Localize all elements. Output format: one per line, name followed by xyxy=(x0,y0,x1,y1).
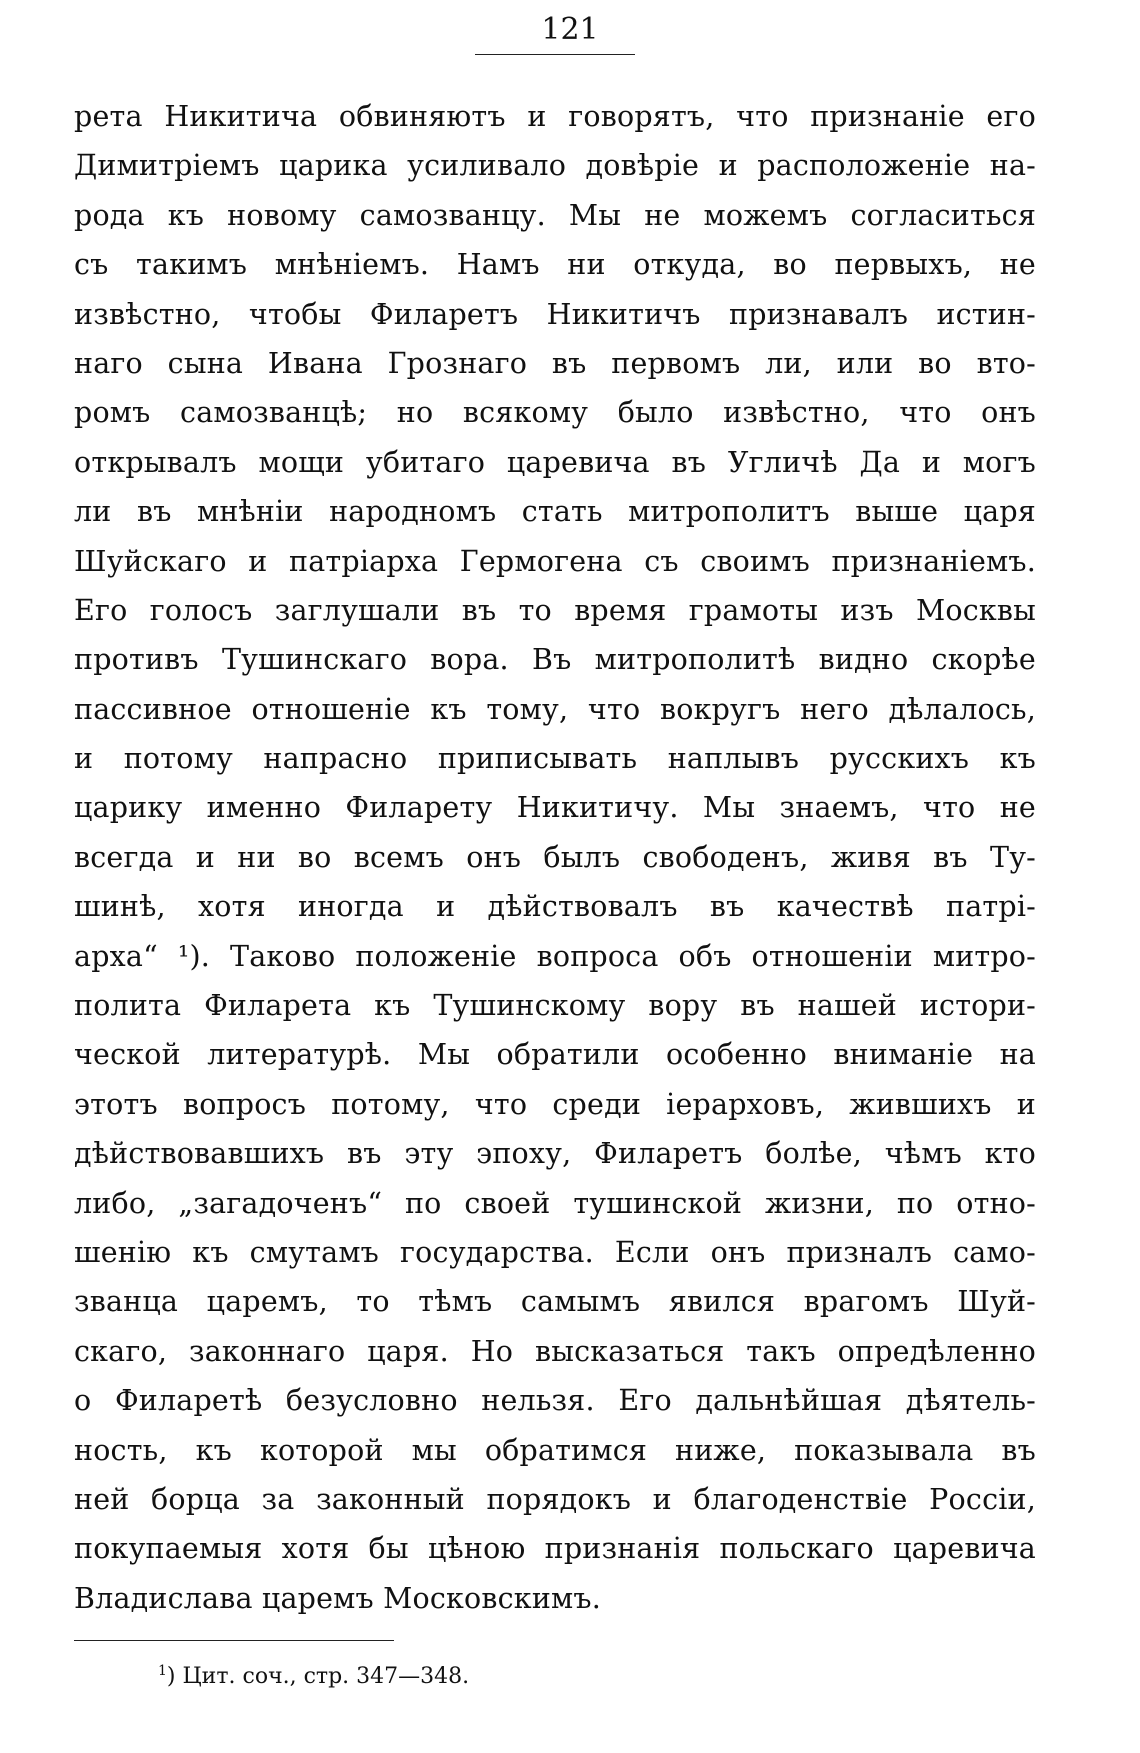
text-line: ческой литературѣ. Мы обратили особенно вниманіе на xyxy=(74,1038,1036,1072)
text-line: извѣстно, чтобы Филаретъ Никитичъ признавалъ истин- xyxy=(74,297,1036,331)
text-line: пассивное отношеніе къ тому, что вокругъ него дѣлалось, xyxy=(74,692,1036,726)
text-line: ность, къ которой мы обратимся ниже, показывала въ xyxy=(74,1433,1036,1467)
page-number: 121 xyxy=(541,12,599,47)
text-line: противъ Тушинскаго вора. Въ митрополитѣ видно скорѣе xyxy=(74,643,1036,677)
text-line: открывалъ мощи убитаго царевича въ Угличѣ Да и могъ xyxy=(74,445,1036,479)
header-rule xyxy=(475,54,635,55)
text-line: шинѣ, хотя иногда и дѣйствовалъ въ качествѣ патрі- xyxy=(74,890,1036,924)
text-line: Его голосъ заглушали въ то время грамоты изъ Москвы xyxy=(74,593,1036,627)
footnote-text: ) Цит. соч., стр. 347—348. xyxy=(166,1664,470,1689)
text-line: арха“ ¹). Таково положеніе вопроса объ отношеніи митро- xyxy=(74,939,1036,973)
text-line: либо, „загадоченъ“ по своей тушинской жизни, по отно- xyxy=(74,1186,1036,1220)
text-line: и потому напрасно приписывать наплывъ русскихъ къ xyxy=(74,742,1036,776)
body-text xyxy=(74,92,1036,1623)
text-line: званца царемъ, то тѣмъ самымъ явился врагомъ Шуй- xyxy=(74,1285,1036,1319)
text-line: полита Филарета къ Тушинскому вору въ нашей истори- xyxy=(74,989,1036,1023)
footnote-marker: 1 xyxy=(158,1663,167,1679)
text-line: покупаемыя хотя бы цѣною признанія польскаго царевича xyxy=(74,1532,1036,1566)
text-line: этотъ вопросъ потому, что среди іерарховъ, жившихъ и xyxy=(74,1087,1036,1121)
text-line: рода къ новому самозванцу. Мы не можемъ согласиться xyxy=(74,198,1036,232)
text-line: о Филаретѣ безусловно нельзя. Его дальнѣйшая дѣятель- xyxy=(74,1384,1036,1418)
text-line: всегда и ни во всемъ онъ былъ свободенъ, живя въ Ту- xyxy=(74,840,1036,874)
text-line: рета Никитича обвиняютъ и говорятъ, что признаніе его xyxy=(74,100,1036,133)
text-line: дѣйствовавшихъ въ эту эпоху, Филаретъ болѣе, чѣмъ кто xyxy=(74,1137,1036,1171)
text-line: съ такимъ мнѣніемъ. Намъ ни откуда, во первыхъ, не xyxy=(74,248,1036,282)
text-line: шенію къ смутамъ государства. Если онъ призналъ само- xyxy=(74,1235,1036,1269)
text-line: наго сына Ивана Грознаго въ первомъ ли, или во вто- xyxy=(74,346,1036,380)
text-line: царику именно Филарету Никитичу. Мы знаемъ, что не xyxy=(74,791,1036,825)
footnote-rule xyxy=(74,1640,394,1641)
text-line: ромъ самозванцѣ; но всякому было извѣстно, что онъ xyxy=(74,396,1036,430)
footnote xyxy=(158,1656,469,1692)
text-line: Шуйскаго и патріарха Гермогена съ своимъ признаніемъ. xyxy=(74,544,1036,578)
text-line: Димитріемъ царика усиливало довѣріе и расположеніе на- xyxy=(74,149,1036,183)
text-line: Владислава царемъ Московскимъ. xyxy=(74,1581,601,1615)
text-line: ней борца за законный порядокъ и благоденствіе Россіи, xyxy=(74,1482,1036,1516)
text-line: ли въ мнѣніи народномъ стать митрополитъ выше царя xyxy=(74,495,1036,529)
text-line: скаго, законнаго царя. Но высказаться такъ опредѣленно xyxy=(74,1334,1036,1368)
